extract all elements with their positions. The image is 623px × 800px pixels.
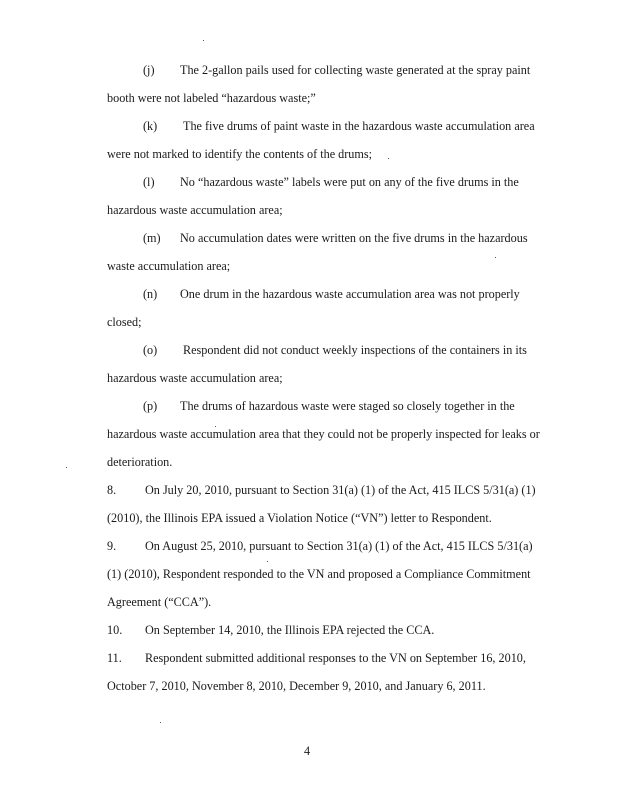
scan-speck: [66, 467, 67, 468]
item-text: One drum in the hazardous waste accumulation area was not properly: [180, 287, 520, 301]
item-text-cont: were not marked to identify the contents of the drums;: [107, 147, 373, 161]
item-label: (k): [143, 119, 158, 133]
paragraph-text: On July 20, 2010, pursuant to Section 31(a) (1) of the Act, 415 ILCS 5/31(a) (1): [145, 483, 536, 497]
page-number: 4: [304, 744, 311, 758]
item-label: (m): [143, 231, 161, 245]
paragraph-text-cont: Agreement (“CCA”).: [107, 595, 212, 609]
item-text: The five drums of paint waste in the hazardous waste accumulation area: [183, 119, 535, 133]
item-text-cont: deterioration.: [107, 455, 173, 469]
scan-speck: [388, 158, 389, 159]
item-text-cont: booth were not labeled “hazardous waste;”: [107, 91, 316, 105]
item-label: (j): [143, 63, 155, 77]
scan-speck: [267, 561, 268, 562]
item-text-cont: hazardous waste accumulation area;: [107, 371, 283, 385]
paragraph-text: On September 14, 2010, the Illinois EPA rejected the CCA.: [145, 623, 435, 637]
item-text-cont: hazardous waste accumulation area;: [107, 203, 283, 217]
paragraph-number: 10.: [107, 623, 123, 637]
item-text-cont: hazardous waste accumulation area that they could not be properly inspected for leaks or: [107, 427, 540, 441]
item-label: (n): [143, 287, 158, 301]
paragraph-text: Respondent submitted additional responses to the VN on September 16, 2010,: [145, 651, 526, 665]
item-label: (o): [143, 343, 158, 357]
item-text: The 2-gallon pails used for collecting waste generated at the spray paint: [180, 63, 531, 77]
item-label: (p): [143, 399, 158, 413]
item-label: (l): [143, 175, 155, 189]
scan-speck: [203, 40, 204, 41]
item-text: Respondent did not conduct weekly inspections of the containers in its: [183, 343, 527, 357]
paragraph-text-cont: (1) (2010), Respondent responded to the VN and proposed a Compliance Commitment: [107, 567, 531, 581]
scan-speck: [160, 722, 161, 723]
paragraph-text: On August 25, 2010, pursuant to Section 31(a) (1) of the Act, 415 ILCS 5/31(a): [145, 539, 533, 553]
paragraph-number: 8.: [107, 483, 117, 497]
paragraph-number: 9.: [107, 539, 117, 553]
paragraph-number: 11.: [107, 651, 122, 665]
item-text-cont: closed;: [107, 315, 142, 329]
scan-speck: [495, 257, 496, 258]
paragraph-text-cont: (2010), the Illinois EPA issued a Violation Notice (“VN”) letter to Respondent.: [107, 511, 492, 525]
item-text: The drums of hazardous waste were staged so closely together in the: [180, 399, 515, 413]
item-text-cont: waste accumulation area;: [107, 259, 231, 273]
scan-speck: [215, 426, 216, 427]
item-text: No accumulation dates were written on the five drums in the hazardous: [180, 231, 528, 245]
item-text: No “hazardous waste” labels were put on any of the five drums in the: [180, 175, 519, 189]
paragraph-text-cont: October 7, 2010, November 8, 2010, December 9, 2010, and January 6, 2011.: [107, 679, 486, 693]
